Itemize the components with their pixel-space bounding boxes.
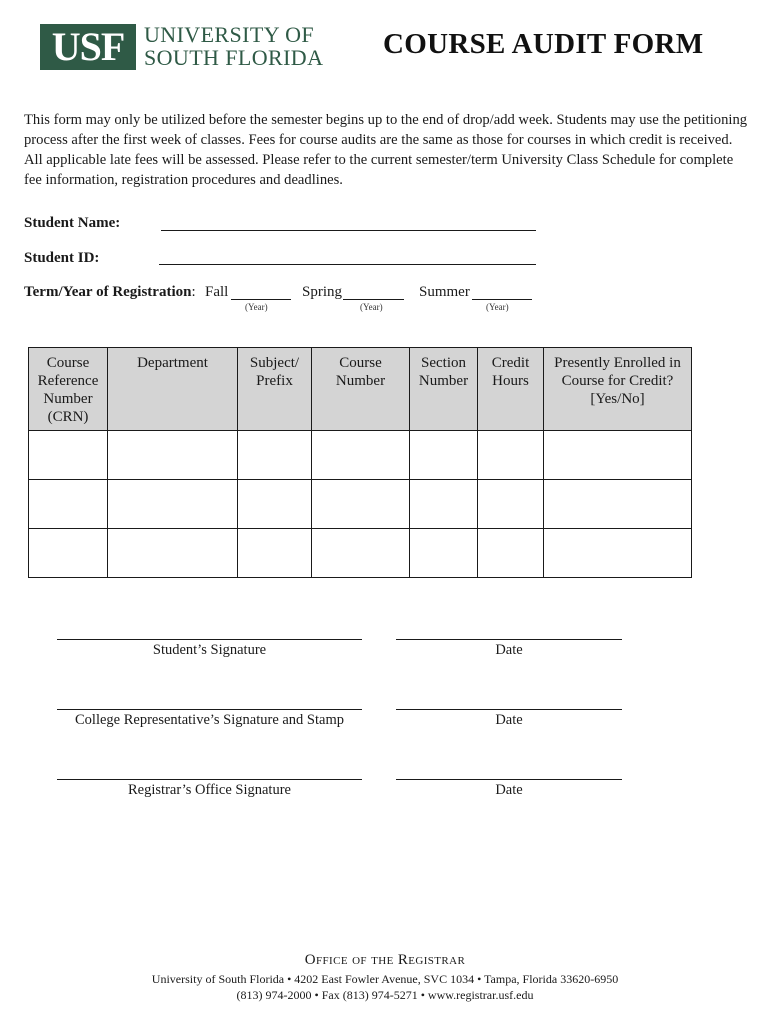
table-cell[interactable] xyxy=(410,480,478,529)
table-cell[interactable] xyxy=(108,431,238,480)
footer-contact: (813) 974-2000 • Fax (813) 974-5271 • www.registrar.usf.edu xyxy=(236,988,534,1002)
table-cell[interactable] xyxy=(478,431,544,480)
table-cell[interactable] xyxy=(478,529,544,578)
college-rep-signature-label: College Representative’s Signature and Stamp xyxy=(75,712,344,728)
header-line: Credit xyxy=(491,355,530,371)
header-line: Number xyxy=(43,391,93,407)
college-rep-signature-line[interactable] xyxy=(57,709,362,710)
header-line: Prefix xyxy=(256,373,293,389)
header-line: Course for Credit? xyxy=(561,373,674,389)
col-header-department xyxy=(108,348,238,431)
col-header-credit-hours xyxy=(478,348,544,431)
registrar-date-label: Date xyxy=(495,782,523,798)
table-cell[interactable] xyxy=(29,480,108,529)
header-line: (CRN) xyxy=(47,409,89,425)
term-fall-year-field[interactable] xyxy=(231,299,291,300)
table-cell[interactable] xyxy=(544,431,692,480)
col-header-subject-prefix xyxy=(238,348,312,431)
header-line: Hours xyxy=(492,373,529,389)
college-rep-date-line[interactable] xyxy=(396,709,622,710)
header-line: Department xyxy=(137,355,208,371)
student-date-line[interactable] xyxy=(396,639,622,640)
student-date-label: Date xyxy=(495,642,523,658)
table-cell[interactable] xyxy=(238,480,312,529)
logo-line-1: UNIVERSITY OF xyxy=(144,22,314,47)
table-cell[interactable] xyxy=(544,480,692,529)
usf-logo xyxy=(40,24,330,72)
table-cell[interactable] xyxy=(108,529,238,578)
header-line: Course xyxy=(46,355,90,371)
term-summer-year-note: (Year) xyxy=(486,302,509,312)
term-spring-year-field[interactable] xyxy=(343,299,404,300)
student-signature-label: Student’s Signature xyxy=(152,642,267,658)
term-fall-label: Fall xyxy=(205,284,229,300)
table-cell[interactable] xyxy=(29,431,108,480)
table-cell[interactable] xyxy=(108,480,238,529)
course-table xyxy=(28,347,692,578)
office-rest-1: ffice of the xyxy=(315,952,398,968)
student-id-label: Student ID: xyxy=(24,250,100,266)
footer-address: University of South Florida • 4202 East Fowler Avenue, SVC 1034 • Tampa, Florida 33620-6950 xyxy=(151,972,619,986)
col-header-section-number xyxy=(410,348,478,431)
logo-mark: USF xyxy=(40,24,136,70)
form-title: COURSE AUDIT FORM xyxy=(383,28,704,60)
header-line: Presently Enrolled in xyxy=(554,355,681,371)
term-year-colon: : xyxy=(191,284,196,300)
registrar-date-line[interactable] xyxy=(396,779,622,780)
header-line: [Yes/No] xyxy=(590,391,645,407)
registrar-signature-line[interactable] xyxy=(57,779,362,780)
table-cell[interactable] xyxy=(410,431,478,480)
table-cell[interactable] xyxy=(544,529,692,578)
term-summer-year-field[interactable] xyxy=(472,299,532,300)
term-spring-year-note: (Year) xyxy=(360,302,383,312)
col-header-enrolled-for-credit xyxy=(544,348,692,431)
table-cell[interactable] xyxy=(238,529,312,578)
office-initial-o: O xyxy=(304,952,316,968)
logo-line-2: SOUTH FLORIDA xyxy=(144,45,324,70)
table-cell[interactable] xyxy=(410,529,478,578)
registrar-signature-label: Registrar’s Office Signature xyxy=(128,782,291,798)
header-line: Reference xyxy=(37,373,99,389)
header-line: Course xyxy=(339,355,382,371)
header-line: Subject/ xyxy=(249,355,300,371)
office-initial-r: R xyxy=(397,952,409,968)
term-year-label-text: Term/Year of Registration xyxy=(24,284,192,300)
table-cell[interactable] xyxy=(312,529,410,578)
table-cell[interactable] xyxy=(478,480,544,529)
term-summer-label: Summer xyxy=(419,284,470,300)
term-fall-year-note: (Year) xyxy=(245,302,268,312)
table-header-row xyxy=(29,348,692,431)
office-rest-2: egistrar xyxy=(408,952,466,968)
header-line: Section xyxy=(421,355,466,371)
header-line: Number xyxy=(418,373,469,389)
student-id-field[interactable] xyxy=(159,264,536,265)
table-row xyxy=(29,431,692,480)
col-header-course-number xyxy=(312,348,410,431)
table-cell[interactable] xyxy=(312,431,410,480)
term-year-label xyxy=(24,284,196,301)
table-cell[interactable] xyxy=(312,480,410,529)
college-rep-date-label: Date xyxy=(495,712,523,728)
table-row xyxy=(29,480,692,529)
table-cell[interactable] xyxy=(29,529,108,578)
footer-office-title xyxy=(0,952,770,969)
student-name-label: Student Name: xyxy=(24,215,121,231)
table-row xyxy=(29,529,692,578)
student-signature-line[interactable] xyxy=(57,639,362,640)
col-header-crn xyxy=(29,348,108,431)
term-spring-label: Spring xyxy=(302,284,343,300)
student-name-field[interactable] xyxy=(161,230,536,231)
logo-wordmark xyxy=(144,23,334,69)
intro-paragraph: This form may only be utilized before the semester begins up to the end of drop/add week. Students may use the petitioning process after the first week of classes. Fees for course audits are the same as those for courses in which credit is received. All applicable late fees will be assessed. Please refer to the current semester/term University Class Schedule for complete fee information, registration procedures and deadlines. xyxy=(24,112,748,188)
header-line: Number xyxy=(335,373,386,389)
table-cell[interactable] xyxy=(238,431,312,480)
